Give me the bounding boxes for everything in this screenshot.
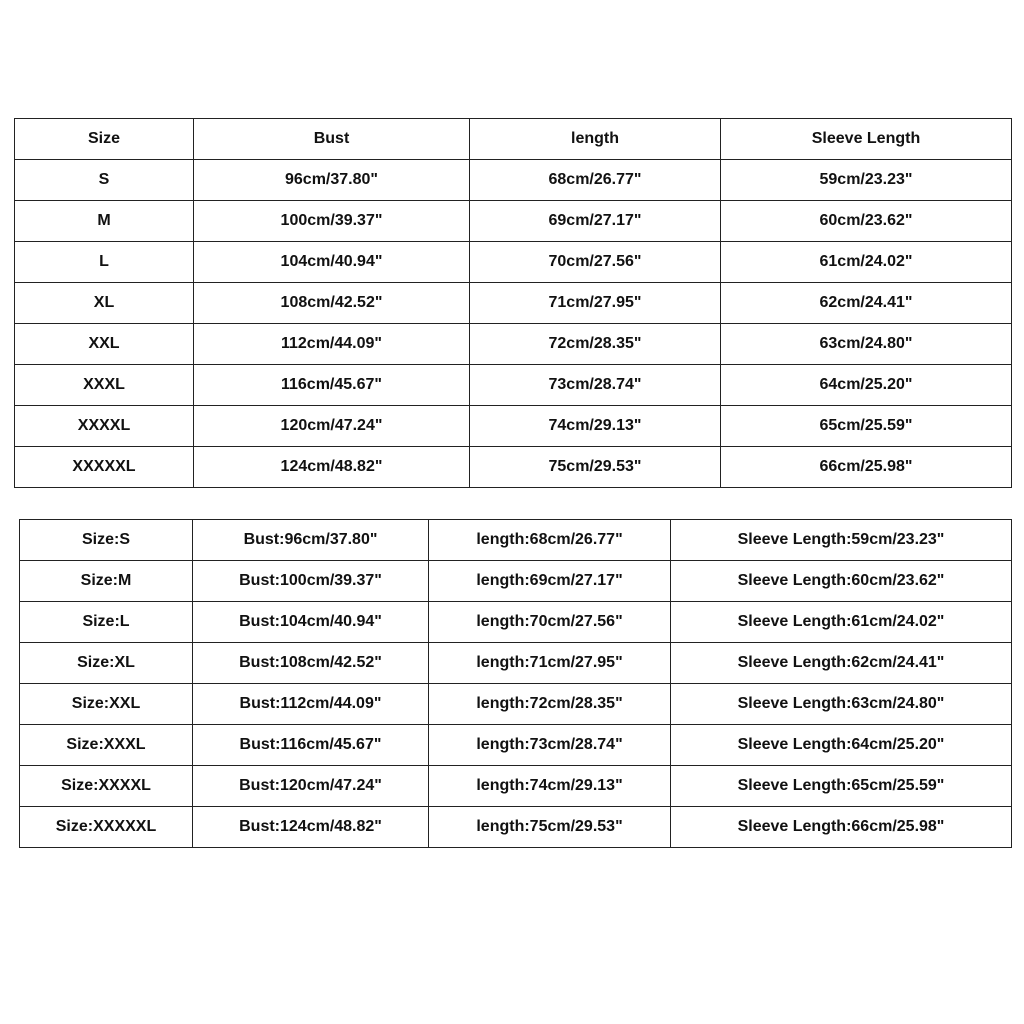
table-header-row: [15, 119, 1012, 160]
sleeve-length-cell: 59cm/23.23": [721, 160, 1012, 201]
sleeve-length-cell: 65cm/25.59": [721, 406, 1012, 447]
bust-cell: 104cm/40.94": [194, 242, 470, 283]
size-cell: XXXXL: [15, 406, 194, 447]
table-row: [20, 725, 1012, 766]
table-row: [20, 766, 1012, 807]
length-cell: length:75cm/29.53": [429, 807, 671, 848]
bust-cell: Bust:104cm/40.94": [193, 602, 429, 643]
length-cell: 68cm/26.77": [470, 160, 721, 201]
size-cell: Size:XXXXL: [20, 766, 193, 807]
table-row: [20, 643, 1012, 684]
table-row: [15, 160, 1012, 201]
bust-cell: 100cm/39.37": [194, 201, 470, 242]
bust-cell: 116cm/45.67": [194, 365, 470, 406]
bust-cell: Bust:96cm/37.80": [193, 520, 429, 561]
bust-cell: Bust:124cm/48.82": [193, 807, 429, 848]
table-row: [20, 520, 1012, 561]
sleeve-length-cell: 63cm/24.80": [721, 324, 1012, 365]
header-sleeve-length: Sleeve Length: [721, 119, 1012, 160]
size-cell: S: [15, 160, 194, 201]
table-row: [15, 406, 1012, 447]
header-size: Size: [15, 119, 194, 160]
length-cell: length:73cm/28.74": [429, 725, 671, 766]
length-cell: length:72cm/28.35": [429, 684, 671, 725]
sleeve-length-cell: 62cm/24.41": [721, 283, 1012, 324]
sleeve-length-cell: 60cm/23.62": [721, 201, 1012, 242]
length-cell: 70cm/27.56": [470, 242, 721, 283]
length-cell: length:68cm/26.77": [429, 520, 671, 561]
table-row: [20, 684, 1012, 725]
sleeve-length-cell: Sleeve Length:64cm/25.20": [671, 725, 1012, 766]
table-row: [20, 602, 1012, 643]
size-cell: XXL: [15, 324, 194, 365]
sleeve-length-cell: Sleeve Length:59cm/23.23": [671, 520, 1012, 561]
table-row: [15, 242, 1012, 283]
bust-cell: 120cm/47.24": [194, 406, 470, 447]
length-cell: 69cm/27.17": [470, 201, 721, 242]
size-cell: Size:XXXL: [20, 725, 193, 766]
table-row: [15, 283, 1012, 324]
header-bust: Bust: [194, 119, 470, 160]
bust-cell: Bust:116cm/45.67": [193, 725, 429, 766]
size-chart-table: [14, 118, 1012, 488]
bust-cell: Bust:112cm/44.09": [193, 684, 429, 725]
sleeve-length-cell: Sleeve Length:66cm/25.98": [671, 807, 1012, 848]
table-row: [15, 447, 1012, 488]
size-cell: Size:XL: [20, 643, 193, 684]
bust-cell: Bust:108cm/42.52": [193, 643, 429, 684]
header-length: length: [470, 119, 721, 160]
table-row: [15, 365, 1012, 406]
length-cell: 73cm/28.74": [470, 365, 721, 406]
size-cell: Size:XXXXXL: [20, 807, 193, 848]
table-row: [15, 201, 1012, 242]
table-row: [20, 807, 1012, 848]
length-cell: 72cm/28.35": [470, 324, 721, 365]
size-cell: XXXL: [15, 365, 194, 406]
size-cell: L: [15, 242, 194, 283]
bust-cell: 108cm/42.52": [194, 283, 470, 324]
bust-cell: Bust:120cm/47.24": [193, 766, 429, 807]
size-cell: XXXXXL: [15, 447, 194, 488]
length-cell: length:69cm/27.17": [429, 561, 671, 602]
table-row: [20, 561, 1012, 602]
sleeve-length-cell: 61cm/24.02": [721, 242, 1012, 283]
size-cell: Size:S: [20, 520, 193, 561]
sleeve-length-cell: Sleeve Length:60cm/23.62": [671, 561, 1012, 602]
sleeve-length-cell: Sleeve Length:65cm/25.59": [671, 766, 1012, 807]
sleeve-length-cell: Sleeve Length:63cm/24.80": [671, 684, 1012, 725]
length-cell: length:71cm/27.95": [429, 643, 671, 684]
bust-cell: 124cm/48.82": [194, 447, 470, 488]
sleeve-length-cell: Sleeve Length:61cm/24.02": [671, 602, 1012, 643]
sleeve-length-cell: 64cm/25.20": [721, 365, 1012, 406]
length-cell: length:74cm/29.13": [429, 766, 671, 807]
bust-cell: 112cm/44.09": [194, 324, 470, 365]
bust-cell: Bust:100cm/39.37": [193, 561, 429, 602]
sleeve-length-cell: Sleeve Length:62cm/24.41": [671, 643, 1012, 684]
length-cell: 71cm/27.95": [470, 283, 721, 324]
table-row: [15, 324, 1012, 365]
size-cell: Size:XXL: [20, 684, 193, 725]
length-cell: 74cm/29.13": [470, 406, 721, 447]
length-cell: length:70cm/27.56": [429, 602, 671, 643]
size-chart-labeled-table: [19, 519, 1012, 848]
size-cell: XL: [15, 283, 194, 324]
size-cell: Size:L: [20, 602, 193, 643]
bust-cell: 96cm/37.80": [194, 160, 470, 201]
sleeve-length-cell: 66cm/25.98": [721, 447, 1012, 488]
size-cell: M: [15, 201, 194, 242]
length-cell: 75cm/29.53": [470, 447, 721, 488]
size-cell: Size:M: [20, 561, 193, 602]
